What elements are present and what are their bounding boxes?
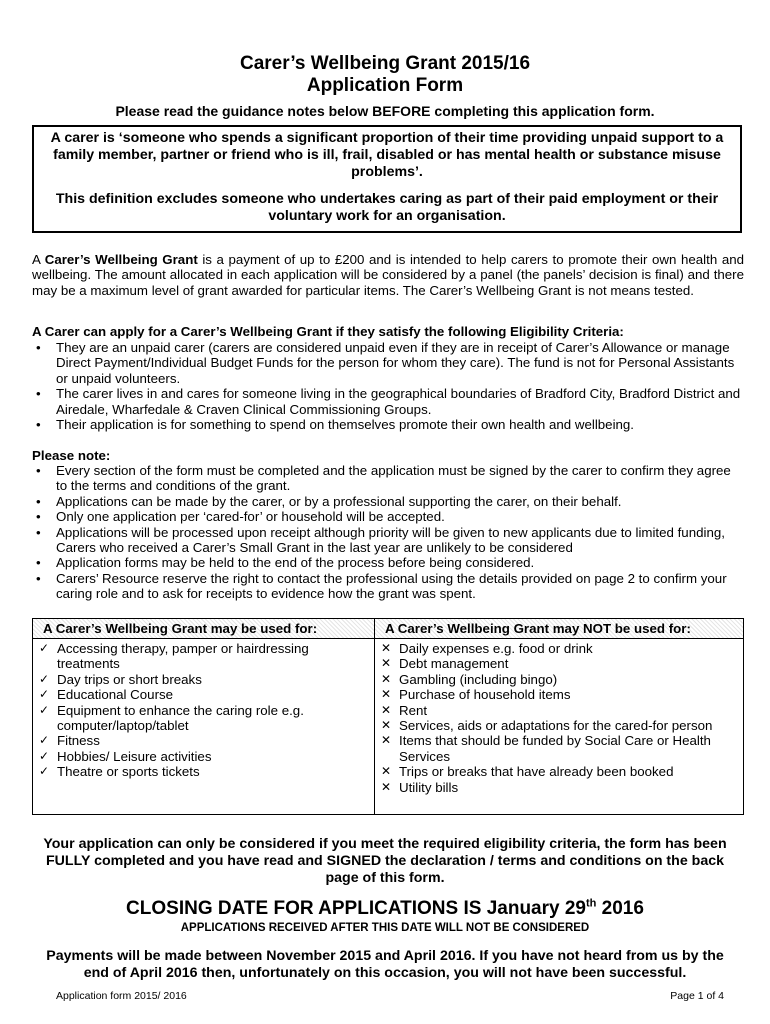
column-divider	[374, 619, 375, 814]
not-allowed-item: ✕ Daily expenses e.g. food or drink	[381, 641, 593, 656]
cross-icon: ✕	[381, 718, 392, 733]
not-allowed-item: ✕ Purchase of household items	[381, 687, 571, 703]
footer-form-name: Application form 2015/ 2016	[56, 990, 187, 1002]
note-item: • Application forms may be held to the end of the process before being considered.	[36, 555, 535, 571]
check-icon: ✓	[39, 641, 50, 655]
note-item: • Applications can be made by the carer, or by a professional supporting the carer, on their behalf.	[36, 493, 622, 509]
usage-table	[32, 618, 744, 815]
notes-list	[32, 463, 744, 602]
bullet-icon: •	[36, 493, 41, 509]
not-allowed-item: ✕ Utility bills	[381, 779, 459, 795]
bullet-icon: •	[36, 570, 41, 586]
bullet-icon: •	[36, 524, 41, 540]
eligibility-item: • Their application is for something to spend on themselves promote their own health and wellbeing.	[36, 417, 635, 433]
intro-prefix: A	[32, 252, 45, 267]
allowed-item: ✓ Educational Course	[39, 687, 174, 703]
check-icon: ✓	[39, 764, 50, 779]
may-column-header: A Carer’s Wellbeing Grant may be used for:	[33, 619, 374, 639]
bullet-icon: •	[36, 340, 41, 355]
check-icon: ✓	[39, 748, 50, 763]
carer-definition: A carer is ‘someone who spends a significant proportion of their time providing unpaid support to a family member, partner or friend who is ill, frail, disabled or has mental health or substance misuse problems’.	[50, 130, 724, 180]
note-item: • Applications will be processed upon receipt although priority will be given to new applicants due to limited funding, Carers who received a Carer’s Small Grant in the last year are unlikely to be considered	[36, 524, 725, 556]
allowed-item: ✓ Day trips or short breaks	[39, 671, 202, 687]
bullet-icon: •	[36, 555, 41, 571]
not-allowed-item: ✕ Trips or breaks that have already been booked	[381, 764, 674, 780]
cross-icon: ✕	[381, 656, 392, 671]
eligibility-list	[32, 340, 744, 432]
cross-icon: ✕	[381, 764, 392, 779]
check-icon: ✓	[39, 671, 50, 686]
not-allowed-item: ✕ Rent	[381, 702, 428, 718]
closing-date: CLOSING DATE FOR APPLICATIONS IS January 29th 2016	[126, 897, 644, 919]
bullet-icon: •	[36, 386, 41, 402]
allowed-item: ✓ Equipment to enhance the caring role e.g. computer/laptop/tablet	[39, 702, 304, 734]
check-icon: ✓	[39, 687, 50, 702]
cross-icon: ✕	[381, 779, 392, 794]
note-item: • Only one application per ‘cared-for’ or household will be accepted.	[36, 509, 445, 525]
guidance-note: Please read the guidance notes below BEFORE completing this application form.	[115, 103, 655, 119]
may-use-list	[37, 641, 367, 780]
intro-text: is a payment of up to £200 and is intended to help carers to promote their own health and wellbeing. The amount allocated in each application will be considered by a panel (the panels’ decision is final) and there may be a maximum level of grant awarded for particular items. The Carer’s Wellbeing Grant is not means tested.	[32, 252, 745, 298]
allowed-item: ✓ Theatre or sports tickets	[39, 764, 200, 780]
check-icon: ✓	[39, 702, 50, 717]
eligibility-item: • The carer lives in and cares for someone living in the geographical boundaries of Bradford City, Bradford District and Airedale, Wharfedale & Craven Clinical Commissioning Groups.	[36, 386, 741, 417]
not-allowed-item: ✕ Services, aids or adaptations for the cared-for person	[381, 718, 713, 734]
eligibility-item: • They are an unpaid carer (carers are considered unpaid even if they are in receipt of Carer’s Allowance or manage Direct Payment/Individual Budget Funds for the person for whom they care). The fund is not for Personal Assistants or unpaid volunteers.	[36, 340, 735, 386]
bullet-icon: •	[36, 509, 41, 525]
allowed-item: ✓ Hobbies/ Leisure activities	[39, 748, 212, 764]
footer-page-number: Page 1 of 4	[670, 990, 724, 1002]
bullet-icon: •	[36, 417, 41, 433]
not-allowed-item: ✕ Debt management	[381, 656, 509, 672]
note-item: • Carers’ Resource reserve the right to contact the professional using the details provided on page 2 to confirm your caring role and to ask for receipts to evidence how the grant was spent.	[36, 570, 727, 602]
note-item: • Every section of the form must be completed and the application must be signed by the carer to confirm they agree to the terms and conditions of the grant.	[36, 463, 731, 494]
allowed-item: ✓ Fitness	[39, 733, 100, 749]
cross-icon: ✕	[381, 641, 392, 655]
intro-paragraph	[32, 252, 744, 298]
not-allowed-item: ✕ Items that should be funded by Social Care or Health Services	[381, 733, 711, 764]
eligibility-heading: A Carer can apply for a Carer’s Wellbeing Grant if they satisfy the following Eligibility Criteria:	[32, 324, 624, 339]
definition-exclusion: This definition excludes someone who undertakes caring as part of their paid employment or their voluntary work for an organisation.	[55, 191, 719, 224]
carer-definition-box	[32, 125, 742, 233]
late-applications-note: APPLICATIONS RECEIVED AFTER THIS DATE WILL NOT BE CONSIDERED	[180, 922, 590, 934]
cross-icon: ✕	[381, 702, 392, 717]
form-subtitle: Application Form	[306, 75, 464, 96]
eligibility-notice: Your application can only be considered if you meet the required eligibility criteria, the form has been FULLY completed and you have read and SIGNED the declaration / terms and conditions on the back page of this form.	[43, 836, 727, 886]
may-not-use-list	[379, 641, 729, 795]
cross-icon: ✕	[381, 671, 392, 686]
intro-grant-name: Carer’s Wellbeing Grant	[44, 252, 198, 267]
cross-icon: ✕	[381, 687, 392, 702]
form-title: Carer’s Wellbeing Grant 2015/16	[239, 53, 531, 74]
may-not-column-header: A Carer’s Wellbeing Grant may NOT be used for:	[375, 619, 743, 639]
notes-heading: Please note:	[32, 448, 111, 463]
payments-notice: Payments will be made between November 2015 and April 2016. If you have not heard from us by the end of April 2016 then, unfortunately on this occasion, you will not have been successful.	[46, 948, 724, 981]
not-allowed-item: ✕ Gambling (including bingo)	[381, 671, 558, 687]
cross-icon: ✕	[381, 733, 392, 748]
check-icon: ✓	[39, 733, 50, 748]
allowed-item: ✓ Accessing therapy, pamper or hairdressing treatments	[39, 641, 309, 672]
bullet-icon: •	[36, 463, 41, 478]
